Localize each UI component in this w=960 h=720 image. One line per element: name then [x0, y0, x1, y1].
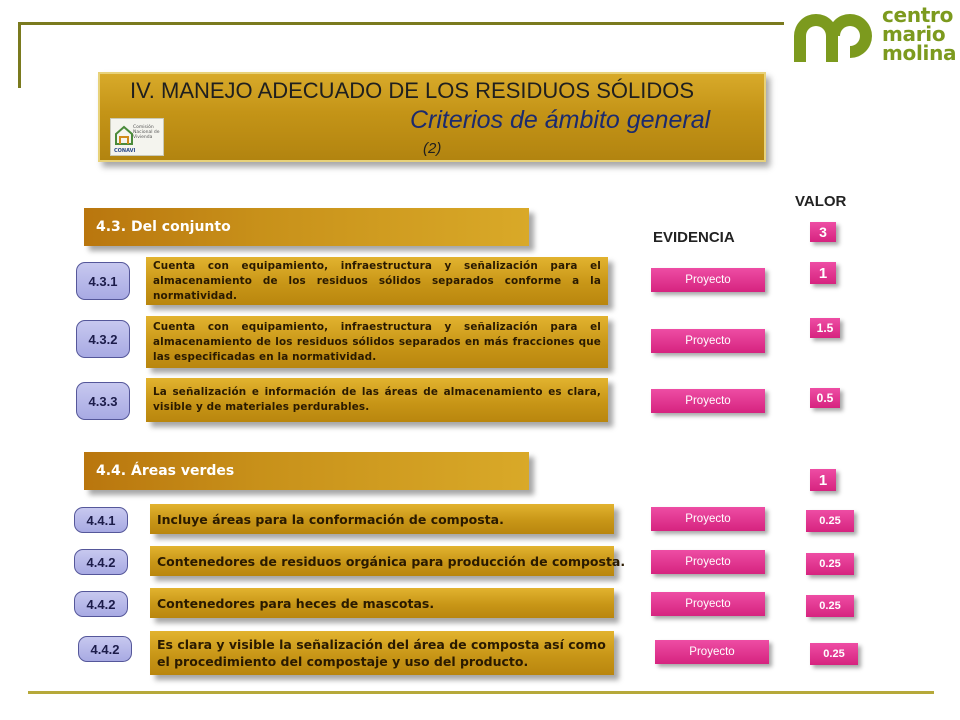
section-bar-4-4	[84, 452, 529, 490]
criterion-value-4-4-1: 0.25	[806, 510, 854, 532]
criterion-row-4-4-2-b	[150, 588, 614, 618]
section-value-4-3: 3	[810, 222, 836, 242]
criterion-row-4-4-2-a	[150, 546, 626, 576]
logo-line-2: mario	[882, 22, 946, 46]
criterion-value-4-4-2-a: 0.25	[806, 553, 854, 575]
logo-line-3: molina	[882, 41, 957, 65]
criterion-text-4-3-3: La señalización e información de las áreas de almacenamiento es clara, visible y de materiales perdurables.	[153, 386, 601, 413]
conavi-badge: CONAVI	[114, 148, 136, 154]
evidencia-header: EVIDENCIA	[653, 229, 735, 246]
criterion-code-4-3-2: 4.3.2	[76, 320, 130, 358]
evidence-badge-4-4-1: Proyecto	[651, 507, 765, 531]
section-value-4-4: 1	[810, 469, 836, 491]
evidence-badge-4-4-2-b: Proyecto	[651, 592, 765, 616]
criterion-text-4-3-1: Cuenta con equipamiento, infraestructura y señalización para el almacenamiento de los residuos sólidos separados conforme a la normatividad.	[153, 259, 601, 302]
logo-line-1: centro	[882, 3, 954, 27]
evidence-badge-4-3-2: Proyecto	[651, 329, 765, 353]
conavi-logo	[110, 118, 164, 156]
bottom-rule	[28, 691, 934, 694]
criterion-row-4-3-2	[146, 316, 608, 368]
evidence-badge-4-3-1: Proyecto	[651, 268, 765, 292]
criterion-code-4-3-3: 4.3.3	[76, 382, 130, 420]
criterion-code-4-4-2-a: 4.4.2	[74, 549, 128, 575]
page-subtitle: Criterios de ámbito general	[410, 106, 711, 134]
section-label-4-4: 4.4. Áreas verdes	[96, 463, 235, 479]
evidence-badge-4-3-3: Proyecto	[651, 389, 765, 413]
section-bar-4-3	[84, 208, 529, 246]
criterion-code-4-4-1: 4.4.1	[74, 507, 128, 533]
title-banner	[98, 72, 766, 162]
criterion-row-4-3-3	[146, 378, 608, 422]
criterion-value-4-4-2-b: 0.25	[806, 595, 854, 617]
criterion-value-4-4-2-c: 0.25	[810, 643, 858, 665]
criterion-text-4-4-1: Incluye áreas para la conformación de composta.	[157, 511, 504, 527]
page-title: IV. MANEJO ADECUADO DE LOS RESIDUOS SÓLIDOS	[130, 78, 694, 103]
house-icon	[115, 125, 133, 145]
criterion-text-4-4-2-c: Es clara y visible la señalización del área de composta así como el procedimiento del compostaje y uso del producto.	[157, 637, 606, 669]
frame-left-rule	[18, 22, 21, 88]
criterion-code-4-3-1: 4.3.1	[76, 262, 130, 300]
criterion-text-4-4-2-a: Contenedores de residuos orgánica para producción de composta.	[157, 553, 626, 569]
valor-header: VALOR	[795, 193, 847, 210]
logo-text	[882, 3, 957, 65]
criterion-row-4-4-1	[150, 504, 614, 534]
frame-top-rule	[18, 22, 784, 25]
criterion-code-4-4-2-b: 4.4.2	[74, 591, 128, 617]
evidence-badge-4-4-2-c: Proyecto	[655, 640, 769, 664]
centro-mario-molina-logo	[790, 3, 957, 66]
criterion-value-4-3-1: 1	[810, 262, 836, 284]
criterion-text-4-3-2: Cuenta con equipamiento, infraestructura y señalización para el almacenamiento de los residuos sólidos separados en más fracciones que las especificadas en la normatividad.	[153, 320, 601, 363]
evidence-badge-4-4-2-a: Proyecto	[651, 550, 765, 574]
criterion-text-4-4-2-b: Contenedores para heces de mascotas.	[157, 595, 435, 611]
section-label-4-3: 4.3. Del conjunto	[96, 219, 231, 235]
page-number-label: (2)	[423, 140, 442, 157]
conavi-small-text: Comisión Nacional de Vivienda	[133, 125, 160, 140]
criterion-value-4-3-3: 0.5	[810, 388, 840, 408]
criterion-value-4-3-2: 1.5	[810, 318, 840, 338]
criterion-row-4-3-1	[146, 257, 608, 305]
criterion-code-4-4-2-c: 4.4.2	[78, 636, 132, 662]
criterion-row-4-4-2-c	[150, 631, 614, 675]
logo-mark-icon	[790, 6, 876, 64]
